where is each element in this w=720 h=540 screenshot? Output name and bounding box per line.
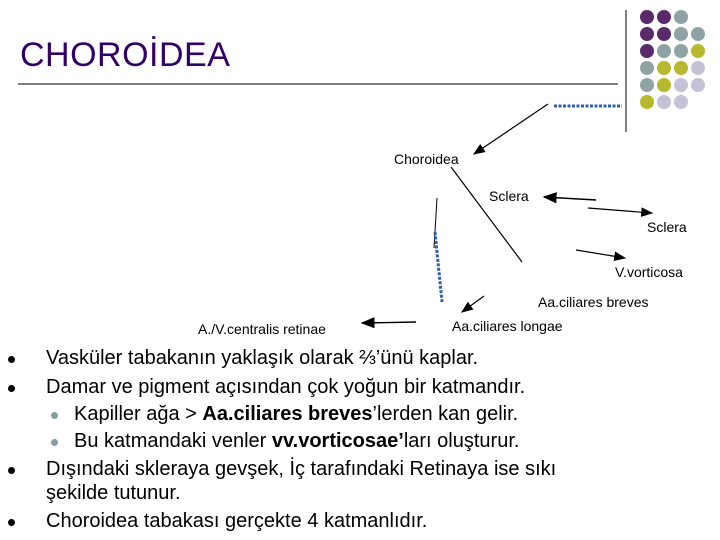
bullet-text: Vasküler tabakanın yaklaşık olarak ⅔’ünü kaplar. [46,347,479,369]
sub-bullet-text-bold: Aa.ciliares breves [202,403,373,425]
arrow-to-centralis [362,322,416,323]
label-centralis-retinae: A./V.centralis retinae [198,321,326,337]
label-v-vorticosa: V.vorticosa [615,264,683,280]
label-aa-ciliares-breves: Aa.ciliares breves [538,294,649,310]
sub-bullet-text-post: ’lerden kan gelir. [372,403,519,425]
bullet-text: Damar ve pigment açısından çok yoğun bir katmandır. [46,376,526,398]
bullet-marker [8,385,15,392]
blue-dotted-vertical [435,232,442,302]
sub-bullet-marker [51,439,58,446]
arrow-to-sclera-2 [588,208,652,213]
sub-bullet-item-2 [74,430,519,453]
vertical-thin-line [434,198,437,248]
label-sclera-1: Sclera [489,188,529,204]
bullet-marker [8,467,15,474]
bullet-marker [8,356,15,363]
arrow-to-v-vorticosa [576,250,625,258]
bullet-text-line-1: Dışındaki skleraya gevşek, İç tarafındaki Retinaya ise sıkı [46,458,557,480]
slide-title: CHOROİDEA [20,36,231,74]
bullet-text-line-2: şekilde tutunur. [46,482,181,504]
arrow-to-sclera-1 [544,197,596,200]
bullet-item-3 [46,458,556,481]
arrow-to-choroidea [474,104,548,154]
sub-bullet-text-pre: Kapiller ağa > [74,403,203,425]
bullet-marker [8,519,15,526]
bullet-item-1 [46,347,478,370]
label-aa-ciliares-longae: Aa.ciliares longae [452,318,563,334]
sub-bullet-text-pre: Bu katmandaki venler [74,430,272,452]
sub-bullet-item-1 [74,403,518,426]
sub-bullet-text-post: ları oluşturur. [403,430,520,452]
sub-bullet-text-bold: vv.vorticosae’ [271,430,404,452]
bullet-item-2 [46,376,525,399]
label-choroidea: Choroidea [394,151,459,167]
line-choroidea-to-vorticosa [451,167,522,262]
label-sclera-2: Sclera [647,219,687,235]
sub-bullet-marker [51,412,58,419]
bullet-text: Choroidea tabakası gerçekte 4 katmanlıdır. [46,510,428,532]
bullet-item-3-continuation [46,482,181,505]
bullet-item-4 [46,510,427,533]
arrow-to-aa-ciliares-longae [462,296,484,312]
